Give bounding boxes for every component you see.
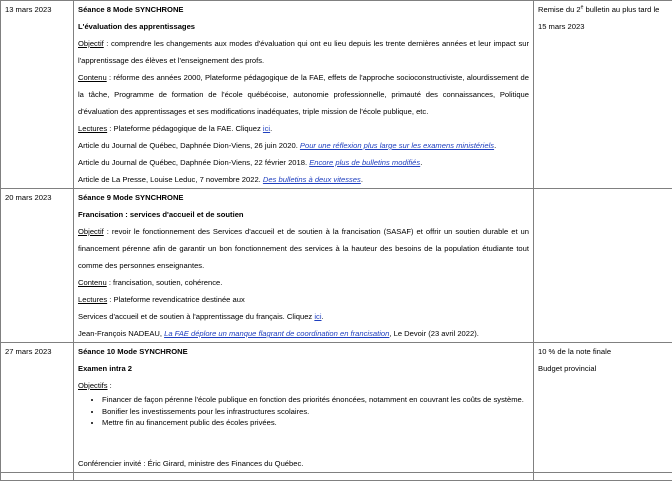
session-title: Francisation : services d'accueil et de soutien [78, 206, 529, 223]
list-item: • Mettre fin au financement public des écoles privées. [102, 417, 529, 429]
note-line: 10 % de la note finale [538, 343, 668, 360]
list-item: • Bonifier les investissements pour les infrastructures scolaires. [102, 406, 529, 418]
session-content [74, 1, 534, 189]
services-link[interactable]: ici [314, 312, 321, 321]
session-content [74, 343, 534, 473]
session-row-9 [1, 189, 672, 343]
objectives-list [78, 394, 529, 429]
article-link[interactable]: Pour une réflexion plus large sur les examens ministériels [300, 141, 494, 150]
session-notes [534, 343, 672, 473]
session-notes [534, 1, 672, 189]
session-date: 27 mars 2023 [1, 343, 74, 473]
article-link[interactable]: Des bulletins à deux vitesses [263, 175, 361, 184]
session-row-8 [1, 1, 672, 189]
session-date: 20 mars 2023 [1, 189, 74, 343]
article-reference: Jean-François NADEAU, La FAE déplore un manque flagrant de coordination en francisation, Le Devoir (23 avril 2022). [78, 325, 529, 342]
session-objectif: Objectif : revoir le fonctionnement des Services d'accueil et de soutien à la francisation (SASAF) et offrir un soutien durable et un financement pérenne afin de garantir un bon fonctionnement des services à la hauteur des besoins de la population étudiante tout comme des personnes enseignantes. [78, 223, 529, 274]
session-row-10 [1, 343, 672, 473]
next-row-start [1, 472, 672, 480]
services-reference: Services d'accueil et de soutien à l'apprentissage du français. Cliquez ici. [78, 308, 529, 325]
session-contenu: Contenu : réforme des années 2000, Plateforme pédagogique de la FAE, effets de l'approche socioconstructiviste, alourdissement de la tâche, Programme de formation de l'école québécoise, autonomie professionnelle, primauté des connaissances, Politique d'évaluation des apprentissages et ses modifications inadéquates, triple mission de l'école publique, etc. [78, 69, 529, 120]
session-objectifs: Objectifs : [78, 377, 529, 394]
article-link[interactable]: La FAE déplore un manque flagrant de coordination en francisation [164, 329, 389, 338]
session-content [74, 189, 534, 343]
session-lectures: Lectures : Plateforme revendicatrice destinée aux [78, 291, 529, 308]
session-heading: Séance 10 Mode SYNCHRONE [78, 343, 529, 360]
session-heading: Séance 8 Mode SYNCHRONE [78, 1, 529, 18]
guest-speaker: Conférencier invité : Éric Girard, ministre des Finances du Québec. [78, 455, 529, 472]
note-line: Budget provincial [538, 360, 668, 377]
lectures-link[interactable]: ici [263, 124, 270, 133]
article-link[interactable]: Encore plus de bulletins modifiés [309, 158, 420, 167]
session-date: 13 mars 2023 [1, 1, 74, 189]
article-reference: Article de La Presse, Louise Leduc, 7 novembre 2022. Des bulletins à deux vitesses. [78, 171, 529, 188]
note-line: 15 mars 2023 [538, 18, 668, 35]
session-notes [534, 189, 672, 343]
session-heading: Séance 9 Mode SYNCHRONE [78, 189, 529, 206]
session-objectif: Objectif : comprendre les changements aux modes d'évaluation qui ont eu lieu depuis les trente dernières années et leur impact sur l'apprentissage des élèves et l'enseignement des profs. [78, 35, 529, 69]
note-line: Remise du 2e bulletin au plus tard le [538, 1, 668, 18]
session-lectures: Lectures : Plateforme pédagogique de la FAE. Cliquez ici. [78, 120, 529, 137]
session-title: Examen intra 2 [78, 360, 529, 377]
article-reference: Article du Journal de Québec, Daphnée Dion-Viens, 22 février 2018. Encore plus de bulletins modifiés. [78, 154, 529, 171]
session-contenu: Contenu : francisation, soutien, cohérence. [78, 274, 529, 291]
article-reference: Article du Journal de Québec, Daphnée Dion-Viens, 26 juin 2020. Pour une réflexion plus large sur les examens ministériels. [78, 137, 529, 154]
list-item: • Financer de façon pérenne l'école publique en fonction des priorités énoncées, notamment en couvrant les coûts de système. [102, 394, 529, 406]
session-title: L'évaluation des apprentissages [78, 18, 529, 35]
